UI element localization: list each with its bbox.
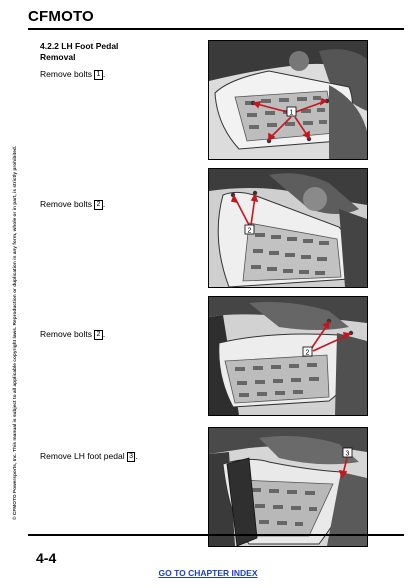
page-number: 4-4 [36, 550, 57, 566]
step-3-callout: 2 [94, 330, 103, 340]
step-4-label: Remove LH foot pedal [40, 451, 125, 461]
section-title-line2: Removal [40, 52, 76, 62]
header-rule [28, 28, 404, 30]
copyright-sidebar [2, 80, 16, 520]
section-title [40, 41, 190, 63]
step-2-label: Remove bolts [40, 199, 92, 209]
step-1-label: Remove bolts [40, 69, 92, 79]
step-4-illustration [208, 427, 368, 547]
svg-text:1: 1 [289, 109, 294, 117]
step-3-text: Remove bolts 2 . [40, 329, 106, 339]
brand-logo: CFMOTO [28, 8, 94, 25]
step-1-callout: 1 [94, 70, 103, 80]
svg-text:2: 2 [305, 349, 310, 357]
step-3-label: Remove bolts [40, 329, 92, 339]
copyright-text: © CFMOTO Powersports, Inc. This manual is subject to all applicable copyright laws. Reproduction or duplication in any form, whole or in part, is strictly prohibited. [13, 145, 18, 520]
step-3-illustration [208, 296, 368, 416]
step-4-text: Remove LH foot pedal 3 . [40, 451, 138, 461]
step-2-illustration [208, 168, 368, 288]
step-4-callout: 3 [127, 452, 136, 462]
go-to-chapter-index-link[interactable]: GO TO CHAPTER INDEX [158, 568, 258, 578]
svg-text:3: 3 [345, 450, 350, 458]
step-2-text: Remove bolts 2 . [40, 199, 106, 209]
step-2-callout: 2 [94, 200, 103, 210]
step-1-illustration [208, 40, 368, 160]
step-1-text: Remove bolts 1 . [40, 69, 106, 79]
section-title-line1: 4.2.2 LH Foot Pedal [40, 41, 119, 51]
footer-rule [28, 534, 404, 536]
svg-text:2: 2 [247, 227, 252, 235]
